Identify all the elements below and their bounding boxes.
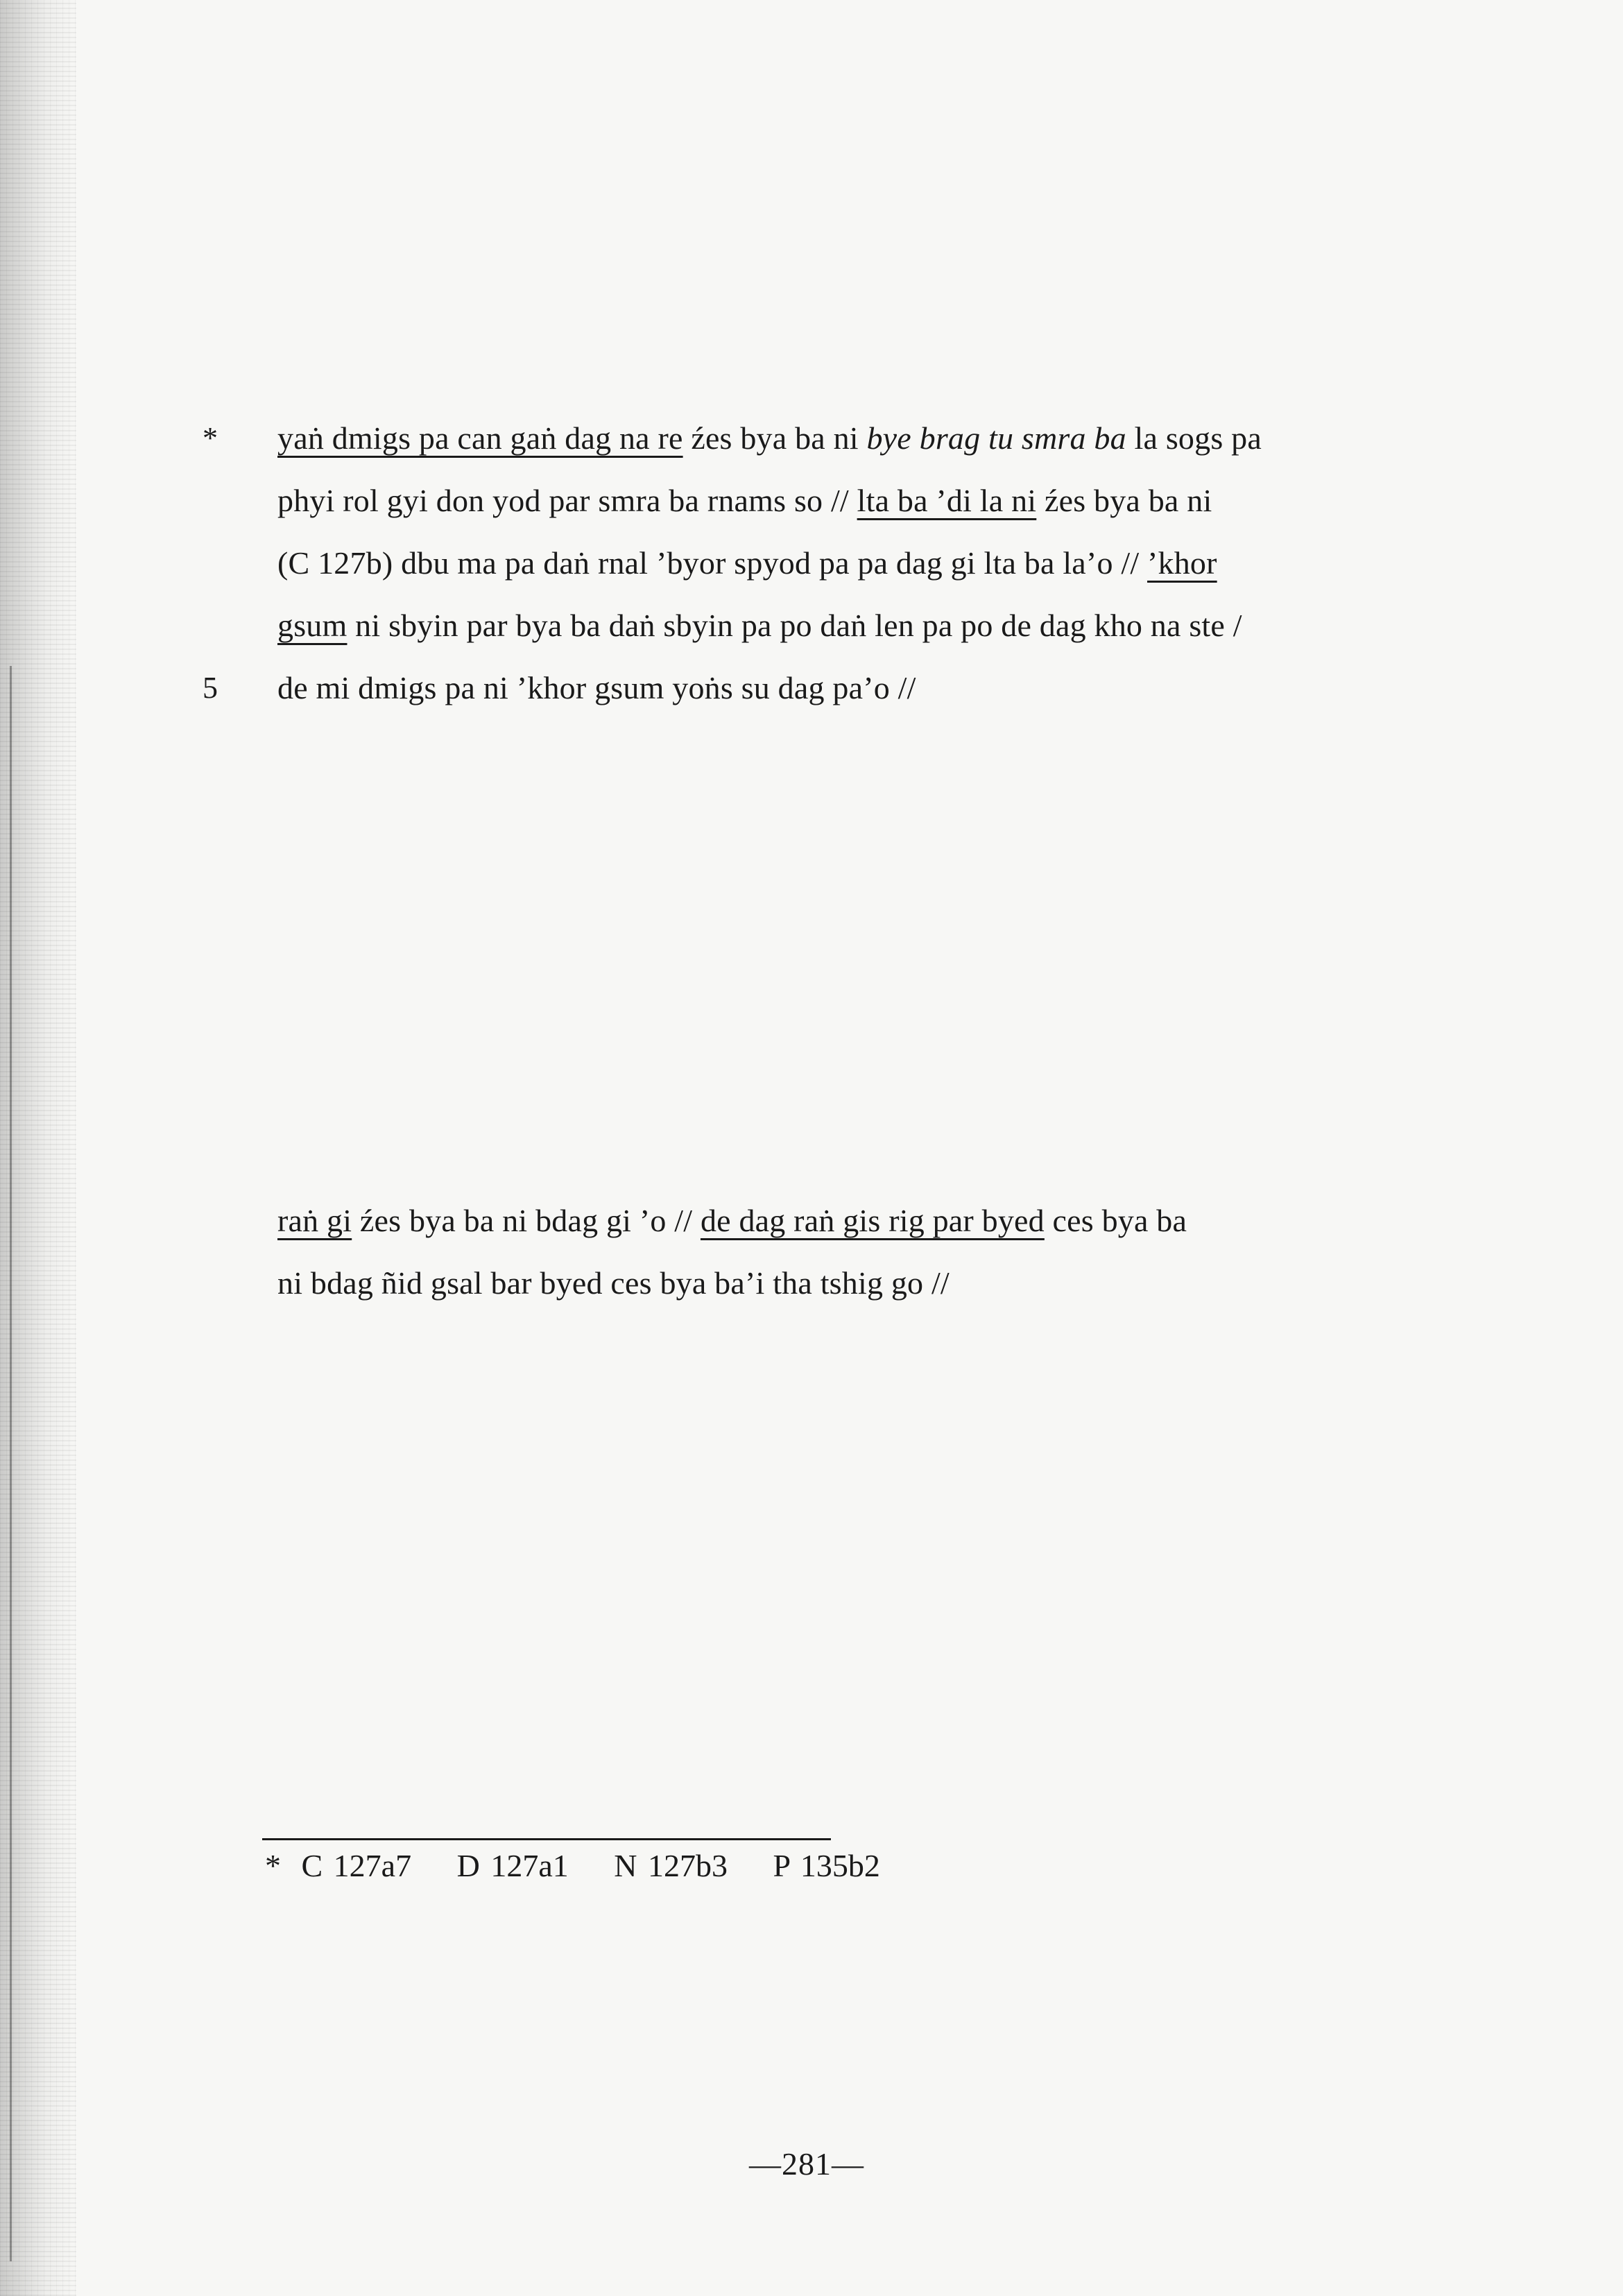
underlined-lemma: ’khor — [1147, 545, 1217, 581]
underlined-lemma: gsum — [277, 608, 347, 643]
text-segment: la sogs pa — [1126, 420, 1262, 456]
text-segment: źes bya ba ni — [1036, 483, 1212, 518]
text-line — [277, 1262, 950, 1304]
footnote-rule — [262, 1838, 831, 1840]
footnote-ref: P 135b2 — [773, 1848, 880, 1883]
page-number: —281— — [749, 2146, 864, 2182]
text-line — [277, 1200, 1187, 1242]
text-line — [277, 418, 1262, 459]
line-number: 5 — [203, 671, 218, 705]
footnote-marker: * — [203, 421, 218, 455]
text-line — [277, 542, 1217, 584]
footnote-ref: D 127a1 — [456, 1848, 569, 1883]
underlined-lemma: lta ba ’di la ni — [857, 483, 1037, 518]
text-line — [277, 480, 1212, 522]
footnote-ref: C 127a7 — [301, 1848, 412, 1883]
italic-term: bye brag tu smra ba — [866, 420, 1126, 456]
text-segment: źes bya ba ni — [682, 420, 867, 456]
text-line — [277, 667, 916, 709]
text-segment: ni bdag ñid gsal bar byed ces bya ba’i tha tshig go // — [277, 1265, 950, 1301]
text-line — [277, 605, 1242, 646]
footnote-marker: * — [265, 1848, 281, 1883]
text-segment: ces bya ba — [1044, 1203, 1187, 1238]
underlined-lemma: yaṅ dmigs pa can gaṅ dag na re — [277, 420, 683, 456]
text-segment: ni sbyin par bya ba daṅ sbyin pa po daṅ len pa po de dag kho na ste / — [347, 608, 1242, 643]
footnote — [265, 1845, 880, 1887]
text-segment: (C 127b) dbu ma pa daṅ rnal ’byor spyod pa pa dag gi lta ba la’o // — [277, 545, 1148, 581]
underlined-lemma: raṅ gi — [277, 1203, 352, 1238]
footnote-ref: N 127b3 — [614, 1848, 728, 1883]
scan-edge-line — [10, 666, 12, 2261]
text-segment: de mi dmigs pa ni ’khor gsum yoṅs su dag pa’o // — [277, 670, 916, 705]
text-segment: źes bya ba ni bdag gi ’o // — [352, 1203, 701, 1238]
underlined-lemma: de dag raṅ gis rig par byed — [700, 1203, 1045, 1238]
text-segment: phyi rol gyi don yod par smra ba rnams so // — [277, 483, 857, 518]
